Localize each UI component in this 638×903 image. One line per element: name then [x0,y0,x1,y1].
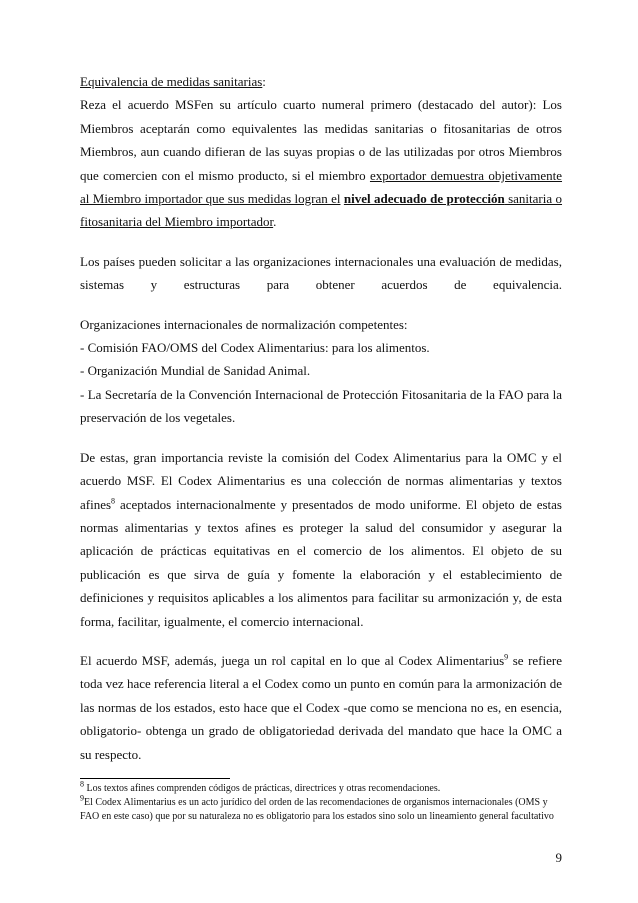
p5-text-a: El acuerdo MSF, además, juega un rol capital en lo que al Codex Alimentarius [80,652,505,668]
p1-bold-underlined: nivel adecuado de protección [343,191,505,207]
organization-item-ippc: - La Secretaría de la Convención Internacional de Protección Fitosanitaria de la FAO para la preservación de los vegetales. [80,386,562,426]
p1-end: . [273,214,277,230]
section-heading [80,70,562,93]
paragraph-equivalence [80,93,562,233]
footnote-text: Los textos afines comprenden códigos de prácticas, directrices y otras recomendaciones. [84,783,441,794]
organization-item-codex: - Comisión FAO/OMS del Codex Alimentarius: para los alimentos. [80,340,430,356]
footnote-ref-9[interactable]: 9 [504,652,509,662]
heading-text: Equivalencia de medidas sanitarias [80,74,263,89]
p1-text-a: Reza el acuerdo MSFen su artículo cuarto numeral primero (destacado del autor): Los Miembros aceptarán como equivalentes las medidas sanitarias o fitosanitarias de otros Miembros, aun cuando difieran de las suyas propias o de las utilizadas por otros Miembros que comercien con el mismo producto, si el miembro [80,97,562,183]
p2-line-1: Los países pueden solicitar a las organizaciones internacionales una evaluación de medidas, [80,253,562,269]
spacer [80,633,562,649]
footnote-number: 9 [80,793,84,803]
spacer [80,430,562,446]
p1-underlined-2: sanitaria o fitosanitaria del Miembro importador [80,191,563,230]
spacer [80,297,562,313]
footnote-8 [80,779,562,796]
paragraph-codex [80,446,562,633]
organizations-title: Organizaciones internacionales de normalización competentes: [80,316,408,332]
spacer [80,234,562,250]
p4-text-b: aceptados internacionalmente y presentados de modo uniforme. El objeto de estas normas alimentarias y textos afines es proteger la salud del consumidor y asegurar la aplicación de prácticas equitativas en el comercio de los alimentos. El objeto de su publicación es que sirva de guía y fomente la elaboración y el establecimiento de definiciones y requisitos aplicables a los alimentos para facilitar su armonización y, de esta forma, facilitar, igualmente, el comercio internacional. [80,496,562,629]
footnotes [80,779,562,824]
p5-text-b: se refiere toda vez hace referencia literal a el Codex como un punto en común para la armonización de las normas de los estados, esto hace que el Codex -que como se menciona no es, en esencia, obligatorio- obtenga un grado de obligatoriedad derivada del mandato que hace la OMC a su respecto. [80,652,562,762]
footnote-9 [80,793,562,824]
footnote-divider [80,778,230,779]
organization-item-oie: - Organización Mundial de Sanidad Animal. [80,363,311,379]
footnote-number: 8 [80,779,84,789]
footnote-text: El Codex Alimentarius es un acto jurídico del orden de las recomendaciones de organismos internacionales (OMS y FAO en este caso) que por su naturaleza no es obligatorio para los estados sino solo un lineamiento general facultativo [80,797,554,822]
footnote-ref-8[interactable]: 8 [111,496,116,506]
paragraph-msf [80,649,562,766]
body-text [80,70,562,766]
page-number: 9 [555,850,562,865]
p2-line-2: sistemas y estructuras para obtener acuerdos de equivalencia. [80,277,562,293]
heading-colon: : [262,74,266,89]
p4-text-a: De estas, gran importancia reviste la comisión del Codex Alimentarius para la OMC y el acuerdo MSF. El Codex Alimentarius es una colección de normas alimentarias y textos afines [80,449,562,512]
p1-underlined-1: exportador demuestra objetivamente al Miembro importador que sus medidas logran el [80,167,563,207]
